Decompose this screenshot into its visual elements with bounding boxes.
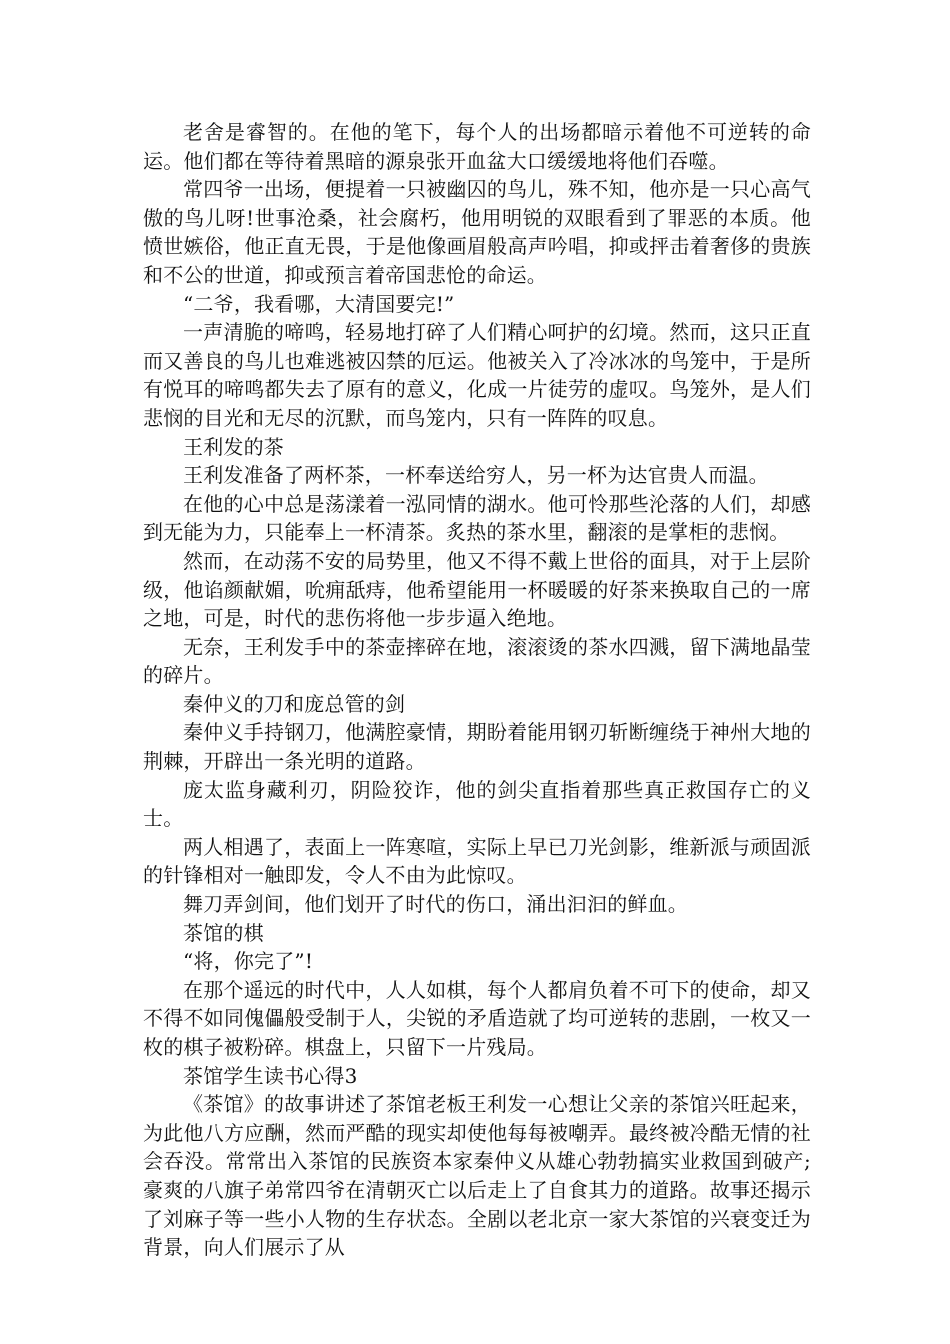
paragraph-mask: 然而，在动荡不安的局势里，他又不得不戴上世俗的面具，对于上层阶级，他谄颜献媚，吮痈舐痔，他希望能用一杯暖暖的好茶来换取自己的一席之地，可是，时代的悲伤将他一步步逼入绝地。 <box>143 548 811 631</box>
quote-qing-dynasty: “二爷，我看哪，大清国要完!” <box>183 291 455 316</box>
section-heading-chess: 茶馆的棋 <box>183 920 264 945</box>
paragraph-chess-pieces: 在那个遥远的时代中，人人如棋，每个人都肩负着不可下的使命，却又不得不如同傀儡般受制于人，尖锐的矛盾造就了均可逆转的悲剧，一枚又一枚的棋子被粉碎。棋盘上，只留下一片残局。 <box>143 977 811 1059</box>
paragraph-story-summary: 《茶馆》的故事讲述了茶馆老板王利发一心想让父亲的茶馆兴旺起来，为此他八方应酬，然而严酷的现实却使他每每被嘲弄。最终被冷酷无情的社会吞没。常常出入茶馆的民族资本家秦仲义从雄心勃勃搞实业救国到破产;豪爽的八旗子弟常四爷在清朝灭亡以后走上了自食其力的道路。故事还揭示了刘麻子等一些小人物的生存状态。全剧以老北京一家大茶馆的兴衰变迁为背景，向人们展示了从 <box>143 1092 811 1260</box>
paragraph-qin-zhongyi: 秦仲义手持钢刀，他满腔豪情，期盼着能用钢刃斩断缠绕于神州大地的荆棘，开辟出一条光明的道路。 <box>143 720 811 774</box>
paragraph-two-cups: 王利发准备了两杯茶，一杯奉送给穷人，另一杯为达官贵人而温。 <box>183 463 769 488</box>
paragraph-wound: 舞刀弄剑间，他们划开了时代的伤口，涌出汩汩的鲜血。 <box>183 892 688 917</box>
paragraph-teapot: 无奈，王利发手中的茶壶摔碎在地，滚滚烫的茶水四溅，留下满地晶莹的碎片。 <box>143 634 811 688</box>
section-heading-reading-notes-3: 茶馆学生读书心得3 <box>183 1063 358 1088</box>
paragraph-pang-taijian: 庞太监身藏利刃，阴险狡诈，他的剑尖直指着那些真正救国存亡的义士。 <box>143 777 811 831</box>
section-heading-knife-sword: 秦仲义的刀和庞总管的剑 <box>183 691 406 716</box>
paragraph-chang-siye: 常四爷一出场，便提着一只被幽囚的鸟儿，殊不知，他亦是一只心高气傲的鸟儿呀!世事沧桑，社会腐朽，他用明锐的双眼看到了罪恶的本质。他愤世嫉俗，他正直无畏，于是他像画眉般高声吟唱，抑或抨击着奢侈的贵族和不公的世道，抑或预言着帝国悲怆的命运。 <box>143 177 811 287</box>
paragraph-sympathy: 在他的心中总是荡漾着一泓同情的湖水。他可怜那些沦落的人们，却感到无能为力，只能奉上一杯清茶。炙热的茶水里，翻滚的是掌柜的悲悯。 <box>143 491 811 545</box>
section-heading-wang-lifa-tea: 王利发的茶 <box>183 434 284 459</box>
quote-checkmate: “将，你完了”! <box>183 949 314 974</box>
paragraph-bird-cage: 一声清脆的啼鸣，轻易地打碎了人们精心呵护的幻境。然而，这只正直而又善良的鸟儿也难逃被囚禁的厄运。他被关入了冷冰冰的鸟笼中，于是所有悦耳的啼鸣都失去了原有的意义，化成一片徒劳的虚叹。鸟笼外，是人们悲悯的目光和无尽的沉默，而鸟笼内，只有一阵阵的叹息。 <box>143 320 811 430</box>
paragraph-intro: 老舍是睿智的。在他的笔下，每个人的出场都暗示着他不可逆转的命运。他们都在等待着黑暗的源泉张开血盆大口缓缓地将他们吞噬。 <box>143 120 811 173</box>
paragraph-encounter: 两人相遇了，表面上一阵寒喧，实际上早已刀光剑影，维新派与顽固派的针锋相对一触即发，令人不由为此惊叹。 <box>143 834 811 888</box>
document-page <box>143 118 811 1262</box>
